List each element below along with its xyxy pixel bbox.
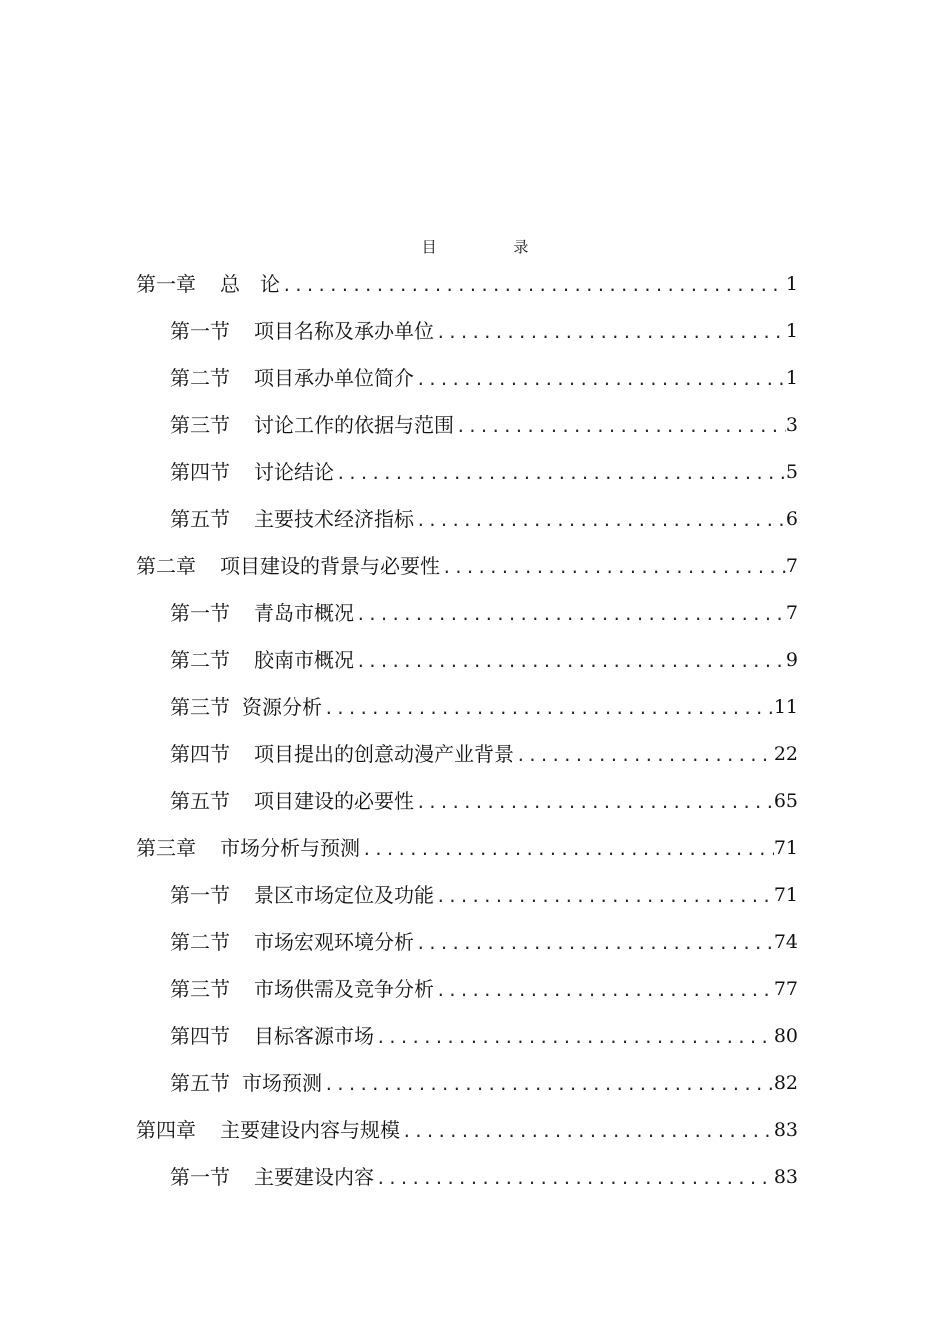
toc-entry[interactable] (170, 1065, 798, 1097)
dot-leader (354, 603, 786, 627)
toc-entry-page: 1 (785, 320, 798, 342)
toc-entry[interactable] (170, 360, 798, 392)
dot-leader (434, 979, 774, 1003)
toc-entry-number: 第三章 (136, 836, 196, 860)
toc-entry[interactable] (170, 877, 798, 909)
toc-entry-page: 1 (785, 367, 798, 389)
dot-leader (354, 650, 786, 674)
toc-entry-page: 82 (773, 1072, 798, 1094)
dot-leader (414, 932, 774, 956)
toc-entry[interactable] (170, 1159, 798, 1191)
toc-entry-page: 71 (773, 884, 798, 906)
toc-entry-title: 资源分析 (242, 695, 322, 719)
toc-entry[interactable] (136, 1112, 798, 1144)
toc-entry-number: 第五节 (170, 1071, 230, 1095)
toc-entry-page: 83 (773, 1166, 798, 1188)
dot-leader (454, 415, 786, 439)
toc-entry-number: 第三节 (170, 413, 230, 437)
toc-entry-number: 第一节 (170, 1165, 230, 1189)
toc-entry-page: 77 (773, 978, 798, 1000)
toc-entry-title: 项目承办单位简介 (254, 366, 414, 390)
toc-entry-title: 市场分析与预测 (220, 836, 360, 860)
toc-entry-page: 7 (785, 555, 798, 577)
toc-entry-number: 第三节 (170, 695, 230, 719)
toc-entry-page: 65 (773, 790, 798, 812)
toc-entry[interactable] (136, 830, 798, 862)
toc-entry-title: 讨论结论 (254, 460, 334, 484)
toc-entry-number: 第一节 (170, 883, 230, 907)
toc-entry-page: 83 (773, 1119, 798, 1141)
toc-entry-title: 项目建设的必要性 (254, 789, 414, 813)
toc-entry-number: 第二节 (170, 648, 230, 672)
toc-entry-title: 市场供需及竞争分析 (254, 977, 434, 1001)
dot-leader (434, 885, 774, 909)
toc-entry-number: 第二章 (136, 554, 196, 578)
toc-entry-title: 讨论工作的依据与范围 (254, 413, 454, 437)
toc-entry-number: 第一节 (170, 601, 230, 625)
toc-entry-number: 第三节 (170, 977, 230, 1001)
dot-leader (322, 1073, 774, 1097)
dot-leader (374, 1167, 774, 1191)
toc-entry[interactable] (170, 736, 798, 768)
dot-leader (360, 838, 774, 862)
toc-entry-number: 第四章 (136, 1118, 196, 1142)
toc-entry-number: 第二节 (170, 366, 230, 390)
toc-entry[interactable] (170, 313, 798, 345)
toc-entry-number: 第一章 (136, 272, 196, 296)
dot-leader (374, 1026, 774, 1050)
toc-entry[interactable] (170, 501, 798, 533)
toc-entry[interactable] (170, 407, 798, 439)
toc-entry-title: 目标客源市场 (254, 1024, 374, 1048)
toc-entry-number: 第一节 (170, 319, 230, 343)
dot-leader (434, 321, 786, 345)
toc-entry-number: 第二节 (170, 930, 230, 954)
toc-entry-number: 第四节 (170, 460, 230, 484)
toc-entry-title: 主要技术经济指标 (254, 507, 414, 531)
toc-entry-number: 第四节 (170, 742, 230, 766)
dot-leader (440, 556, 786, 580)
toc-entry-page: 22 (773, 743, 798, 765)
dot-leader (400, 1120, 774, 1144)
toc-entry-title: 青岛市概况 (254, 601, 354, 625)
toc-entry[interactable] (170, 595, 798, 627)
toc-entry-title: 项目提出的创意动漫产业背景 (254, 742, 514, 766)
dot-leader (414, 791, 774, 815)
dot-leader (280, 274, 786, 298)
toc-entry-page: 3 (785, 414, 798, 436)
toc-entry-page: 80 (773, 1025, 798, 1047)
toc-entry-title: 项目名称及承办单位 (254, 319, 434, 343)
toc-entry-page: 9 (785, 649, 798, 671)
toc-entry-title: 景区市场定位及功能 (254, 883, 434, 907)
toc-entry[interactable] (170, 689, 798, 721)
toc-entry-number: 第四节 (170, 1024, 230, 1048)
dot-leader (514, 744, 774, 768)
dot-leader (334, 462, 786, 486)
toc-entry-page: 11 (773, 696, 798, 718)
toc-entry-title: 总 论 (220, 272, 280, 296)
toc-entry[interactable] (170, 783, 798, 815)
toc-entry-title: 项目建设的背景与必要性 (220, 554, 440, 578)
toc-entry[interactable] (170, 1018, 798, 1050)
toc-entry[interactable] (170, 454, 798, 486)
toc-entry[interactable] (136, 548, 798, 580)
toc-entry-title: 市场宏观环境分析 (254, 930, 414, 954)
toc-entry-title: 市场预测 (242, 1071, 322, 1095)
toc-entry-page: 7 (785, 602, 798, 624)
toc-title: 目 录 (421, 238, 565, 256)
toc-entry-page: 6 (785, 508, 798, 530)
dot-leader (414, 509, 786, 533)
toc-entry-title: 胶南市概况 (254, 648, 354, 672)
toc-entry[interactable] (170, 971, 798, 1003)
dot-leader (322, 697, 774, 721)
toc-entry-title: 主要建设内容 (254, 1165, 374, 1189)
toc-entry-page: 5 (785, 461, 798, 483)
toc-entry-page: 74 (773, 931, 798, 953)
toc-entry-title: 主要建设内容与规模 (220, 1118, 400, 1142)
toc-entry-page: 1 (785, 273, 798, 295)
toc-entry[interactable] (170, 924, 798, 956)
toc-entry-number: 第五节 (170, 507, 230, 531)
toc-entry-page: 71 (773, 837, 798, 859)
toc-entry-number: 第五节 (170, 789, 230, 813)
toc-entry[interactable] (170, 642, 798, 674)
dot-leader (414, 368, 786, 392)
toc-entry[interactable] (136, 266, 798, 298)
